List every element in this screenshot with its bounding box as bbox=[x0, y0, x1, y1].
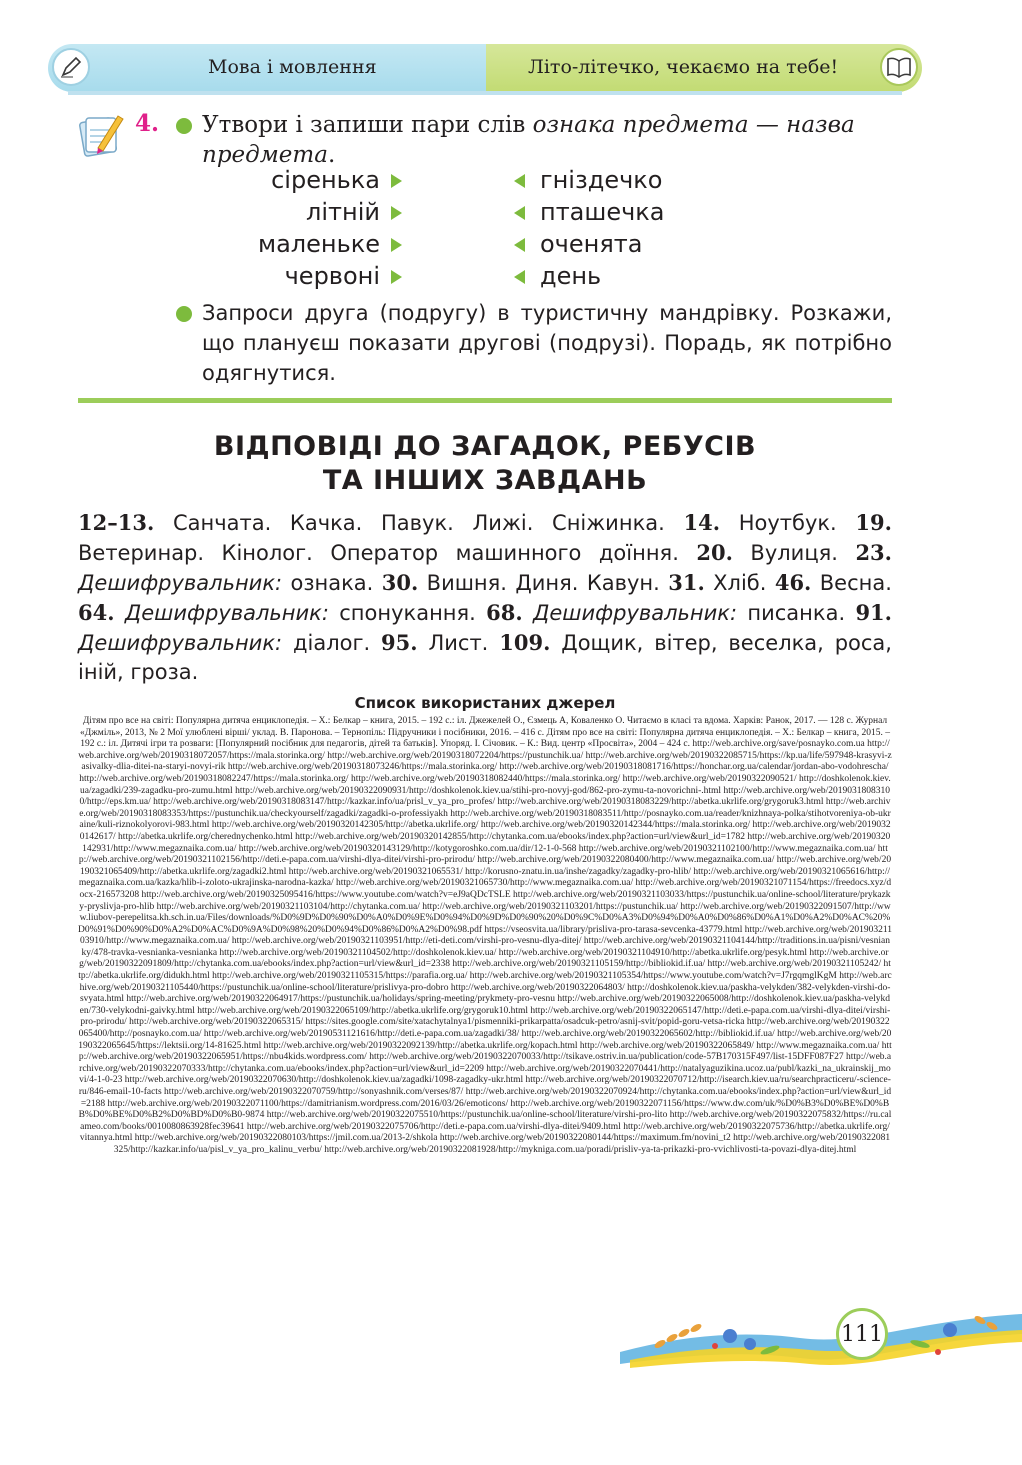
invite-instruction: Запроси друга (подругу) в туристичну мандрівку. Розкажи, що плануєш показати другові (подрузі). Порадь, як потрібно одягнутися. bbox=[202, 301, 892, 385]
sources-list: Дітям про все на світі: Популярна дитяча енциклопедія. – Х.: Белкар – книга, 2015. – 192 с.: іл. Джежелей О., Єзмець А, Коваленко О. Читаємо в класі та вдома. Харків: Ранок, 2017. — 128 с. Журнал «Джміль», 2013, № 2 Мої улюблені вірші/ уклад. В. Паронова. – Тернопіль: Підручники і посібники, 2016. – 416 с. Дітям про все на світі: Популярна дитяча енциклопедія. – Х.: Белкар – книга, 2015. – 192 с.: іл. Дитячі ігри та розваги: [Популярний посібник для педагогів, дітей та батьків]. Упоряд. І. Січовик. – К.: Вид. центр «Просвіта», 2004 – 424 с. http://web.archive.org/save/posnayko.com.ua http://web.archive.org/web/20190318072057/https://mala.storinka.org/ http://web.archive.org/web/20190318072204/https://pustunchik.ua/ http://web.archive.org/web/20190322085715/https://kp.ua/life/597948-krasyvi-zasivalky-dlia-ditei-na-staryi-novyi-rik http://web.archive.org/web/20190318073246/https://mala.storinka.org/ http://web.archive.org/web/20190318081716/https://honchar.org.ua/calendar/jordan-abo-vodohrescha/ http://web.archive.org/web/20190318082247/https://mala.storinka.org/ http://web.archive.org/web/20190318082440/https://mala.storinka.org/ http://web.archive.org/web/20190322090521/ http://doshkolenok.kiev.ua/zagadki/239-zagadku-pro-zumu.html http://web.archive.org/web/20190322090931/http://doshkolenok.kiev.ua/stihi-pro-novyj-god/862-pro-zymu-ta-novorichni-.html http://web.archive.org/web/20190318083100/http://eps.km.ua/ http://web.archive.org/web/20190318083147/http://kazkar.info/ua/prisl_v_ya_pro_profes/ http://web.archive.org/web/20190318083229/http://abetka.ukrlife.org/grygoruk3.html http://web.archive.org/web/20190318083353/https://pustunchik.ua/checkyourself/zagadki/zagadki-o-professiyakh http://web.archive.org/web/20190318083511/http://posnayko.com.ua/reader/knizhnaya-polka/stihotvoreniya-ob-ukraine/kuli-riznokolyorovi-983.html http://web.archive.org/web/20190320142305/http://abetka.ukrlife.org/ http://web.archive.org/web/20190320142344/https://mala.storinka.org/ http://web.archive.org/web/20190320142617/ http://abetka.ukrlife.org/cherednychenko.html http://web.archive.org/web/20190320142855/http://chytanka.com.ua/ebooks/index.php?action=url/view&url_id=1782 http://web.archive.org/web/20190320142931/http://www.megaznaika.com.ua/ http://web.archive.org/web/20190320143129/http://kotygoroshko.com.ua/dir/12-1-0-568 http://web.archive.org/web/20190321102100/http://www.megaznaika.com.ua/ http://web.archive.org/web/20190321102156/http://deti.e-papa.com.ua/virshi-dlya-ditei/virshi-pro-prirodu/ http://web.archive.org/web/20190322080400/http://www.megaznaika.com.ua/ http://web.archive.org/web/20190321065409/http://abetka.ukrlife.org/zagadki2.html http://web.archive.org/web/20190321065531/ http://korusno-znatu.in.ua/inshe/zagadky/zagadky-pro-hlib/ http://web.archive.org/web/20190321065616/http://megaznaika.com.ua/kazka/hlib-i-zoloto-ukrajinska-narodna-kazka/ http://web.archive.org/web/20190321065730/http://www.megaznaika.com.ua/ http://web.archive.org/web/20190321071154/https://freedocs.xyz/docx-216573208 http://web.archive.org/web/20190325095416/https://www.youtube.com/watch?v=eJ9aQDcTSLE http://web.archive.org/web/20190321103033/https://pustunchik.ua/online-school/literature/prykazky-pryslivja-pro-hlib http://web.archive.org/web/20190321103104/http://chytanka.com.ua/ http://web.archive.org/web/20190321103201/https://pustunchik.ua/ http://web.archive.org/web/20190322091507/http://www.liubov-perepelitsa.kh.sch.in.ua/Files/downloads/%D0%9D%D0%90%D0%A0%D0%9E%D0%94%D0%9D%D0%90%20%D0%9C%D0%A3%D0%94%D0%A0%D0%86%D0%A1%D0%A2%D0%AC%20%D0%91%D0%90%D0%A2%D0%AC%D0%9A%D0%98%20%D0%94%D0%86%D0%A2%D0%98.pdf https://vseosvita.ua/library/prisliva-pro-tarasa-sevcenka-43779.html http://web.archive.org/web/20190321103910/http://www.megaznaika.com.ua/ http://web.archive.org/web/20190321103951/http://eti-deti.com/virshi-pro-vesnu-dlya-ditej/ http://web.archive.org/web/20190321104144/http://traditions.in.ua/pisni/vesnianky/478-travka-vesnianka-vesnianka http://web.archive.org/web/20190321104502/http://doshkolenok.kiev.ua/ http://web.archive.org/web/20190321104910/http://abetka.ukrlife.org/pesyk.html http://web.archive.org/web/20190322091809/http://chytanka.com.ua/ebooks/index.php?action=url/view&url_id=2338 http://web.archive.org/web/20190321105159/http://bibliokid.if.ua/ http://web.archive.org/web/20190321105242/ http://abetka.ukrlife.org/didukh.html http://web.archive.org/web/20190321105315/https://parafia.org.ua/ http://web.archive.org/web/20190321105354/https://www.youtube.com/watch?v=J7rgqmglKgM http://web.archive.org/web/20190321105440/https://pustunchik.ua/online-school/literature/prislivya-pro-dobro http://web.archive.org/web/20190322064803/ http://doshkolenok.kiev.ua/paskha-velykden/382-velykden-virshi-do-svyata.html http://web.archive.org/web/20190322064917/https://pustunchik.ua/holidays/spring-meeting/prykmety-pro-vesnu http://web.archive.org/web/20190322065008/http://doshkolenok.kiev.ua/paskha-velykden/730-velykodni-gaivky.html http://web.archive.org/web/20190322065109/http://abetka.ukrlife.org/grygoruk10.html http://web.archive.org/web/20190322065147/http://deti.e-papa.com.ua/virshi-dlya-ditei/virshi-pro-prirodu/ http://web.archive.org/web/20190322065315/ https://sites.google.com/site/xatachytalnya1/pismenniki-prikarpatta/osadcuk-petro/asnij-svit/popid-goru-vetsa-ricka http://web.archive.org/web/20190322065400/http://posnayko.com.ua/ http://web.archive.org/web/20190531121616/http://deti.e-papa.com.ua/zagadki/38/ http://web.archive.org/web/20190322065602/http://bibliokid.if.ua/ http://web.archive.org/web/20190322065645/https://lektsii.org/14-81625.html http://web.archive.org/web/20190322092139/http://abetka.ukrlife.org/kopach.html http://web.archive.org/web/20190322065849/ http://www.megaznaika.com.ua/ http://web.archive.org/web/20190322065951/https://nbu4kids.wordpress.com/ http://web.archive.org/web/20190322070033/http://tsikave.ostriv.in.ua/publication/code-57B170315F497/list-15DFF087F27 http://web.archive.org/web/20190322070333/http://chytanka.com.ua/ebooks/index.php?action=url/view&url_id=2209 http://web.archive.org/web/20190322070441/http://natalyaguzikina.ucoz.ua/publ/kazki_na_ukrainskij_movi/4-1-0-23 http://web.archive.org/web/20190322070630/http://doshkolenok.kiev.ua/zagadki/1098-zagadky-ukr.html http://web.archive.org/web/20190322070712/http://isearch.kiev.ua/ru/searchpracticeru/-science-ru/846-email-10-facts http://web.archive.org/web/20190322070759/http://sonyashnik.com/verses/87/ http://web.archive.org/web/20190322070924/http://chytanka.com.ua/ebooks/index.php?action=url/view&url_id=2188 http://web.archive.org/web/20190322071100/https://damitrianism.wordpress.com/2016/03/26/emoticons/ http://web.archive.org/web/20190322071156/https://www.dw.com/uk/%D0%B3%D0%BE%D0%BB%D0%BE%D0%B2%D0%BD%D0%B0-9874 http://web.archive.org/web/20190322075510/https://pustunchik.ua/online-school/literature/virshi-pro-lito http://web.archive.org/web/20190322075832/https://ru.calameo.com/books/0010080863928fec39641 http://web.archive.org/web/20190322075706/http://deti.e-papa.com.ua/virshi-dlya-ditei/9409.html http://web.archive.org/web/20190322075736/http://abetka.ukrlife.org/vitannya.html http://web.archive.org/web/20190322080103/https://jmil.com.ua/2013-2/shkola http://web.archive.org/web/20190322080144/https://maximum.fm/novini_t2 http://web.archive.org/web/20190322081325/http://kazkar.info/ua/pisl_v_ya_pro_kalinu_verbu/ http://web.archive.org/web/20190322081928/http://mykniga.com.ua/poradi/prisliv-ya-ta-prikazki-pro-vvichlivosti-ta-povazi-dlya-ditej.html bbox=[78, 716, 892, 1155]
arrow-left-icon bbox=[514, 174, 525, 188]
answer-text: Санчата. Качка. Павук. Лижі. Сніжинка. bbox=[172, 511, 665, 535]
answer-number: 31. bbox=[668, 570, 705, 595]
instruction-italic: ознака предмета — назва предмета bbox=[202, 112, 855, 168]
pen-icon bbox=[52, 48, 90, 86]
answer-text: Ветеринар. Кінолог. Оператор машинного доїння. bbox=[78, 541, 679, 565]
noun-word: день bbox=[540, 262, 602, 290]
task-number: 4. bbox=[135, 110, 160, 137]
answer-text: спонукання. bbox=[339, 601, 476, 625]
answer-number: 20. bbox=[696, 540, 733, 565]
answer-decoder-label: Дешифрувальник: bbox=[124, 601, 329, 625]
page-header bbox=[48, 44, 922, 94]
answer-number: 68. bbox=[486, 600, 523, 625]
answer-text: писанка. bbox=[747, 601, 846, 625]
arrow-right-icon bbox=[391, 270, 402, 284]
answer-text: Дощик, вітер, веселка, роса, іній, гроза. bbox=[78, 631, 892, 684]
header-underline bbox=[68, 91, 902, 95]
answer-text: діалог. bbox=[292, 631, 371, 655]
answer-text: Весна. bbox=[819, 571, 892, 595]
answer-number: 14. bbox=[683, 510, 721, 535]
arrow-right-icon bbox=[391, 206, 402, 220]
section-divider bbox=[78, 398, 892, 403]
noun-word: оченята bbox=[540, 230, 643, 258]
instruction-text: Утвори і запиши пари слів bbox=[202, 112, 533, 138]
adjective-word: маленьке bbox=[257, 230, 380, 258]
adjective-word: сіренька bbox=[271, 166, 380, 194]
arrow-left-icon bbox=[514, 206, 525, 220]
arrow-right-icon bbox=[391, 238, 402, 252]
sources-title: Список використаних джерел bbox=[354, 694, 616, 712]
answer-number: 23. bbox=[855, 540, 892, 565]
answers-title-line2: ТА ІНШИХ ЗАВДАНЬ bbox=[322, 465, 648, 496]
header-chapter-title: Літо-літечко, чекаємо на тебе! bbox=[528, 56, 839, 78]
answer-text: Вишня. Диня. Кавун. bbox=[426, 571, 660, 595]
task-instruction bbox=[202, 110, 892, 170]
answer-text: Ноутбук. bbox=[738, 511, 837, 535]
adjective-word: літній bbox=[306, 198, 380, 226]
answer-number: 95. bbox=[381, 630, 418, 655]
answer-decoder-label: Дешифрувальник: bbox=[78, 631, 283, 655]
answer-decoder-label: Дешифрувальник: bbox=[532, 601, 738, 625]
answers-list bbox=[78, 508, 892, 687]
arrow-left-icon bbox=[514, 238, 525, 252]
answer-number: 91. bbox=[855, 600, 892, 625]
instruction-end: . bbox=[327, 142, 336, 168]
task-bullet bbox=[176, 118, 192, 134]
answer-text: Хліб. bbox=[713, 571, 767, 595]
writing-task-icon bbox=[78, 110, 126, 158]
answer-number: 64. bbox=[78, 600, 115, 625]
answer-number: 46. bbox=[774, 570, 812, 595]
answer-number: 19. bbox=[855, 510, 892, 535]
book-icon bbox=[880, 48, 918, 86]
page-number: 111 bbox=[836, 1308, 888, 1360]
answer-number: 30. bbox=[381, 570, 419, 595]
answer-text: Лист. bbox=[428, 631, 489, 655]
noun-word: гніздечко bbox=[540, 166, 663, 194]
header-section-title: Мова і мовлення bbox=[208, 56, 377, 78]
adjective-word: червоні bbox=[284, 262, 380, 290]
answer-decoder-label: Дешифрувальник: bbox=[78, 571, 283, 595]
arrow-left-icon bbox=[514, 270, 525, 284]
answers-title-line1: ВІДПОВІДІ ДО ЗАГАДОК, РЕБУСІВ bbox=[213, 431, 757, 462]
floral-ribbon-decoration bbox=[620, 1300, 1022, 1370]
answer-text: ознака. bbox=[290, 571, 374, 595]
invite-bullet bbox=[176, 306, 192, 322]
answer-text: Вулиця. bbox=[750, 541, 838, 565]
answer-number: 109. bbox=[499, 630, 551, 655]
arrow-right-icon bbox=[391, 174, 402, 188]
answer-number: 12–13. bbox=[78, 510, 155, 535]
answers-title bbox=[78, 430, 892, 498]
noun-word: пташечка bbox=[540, 198, 665, 226]
